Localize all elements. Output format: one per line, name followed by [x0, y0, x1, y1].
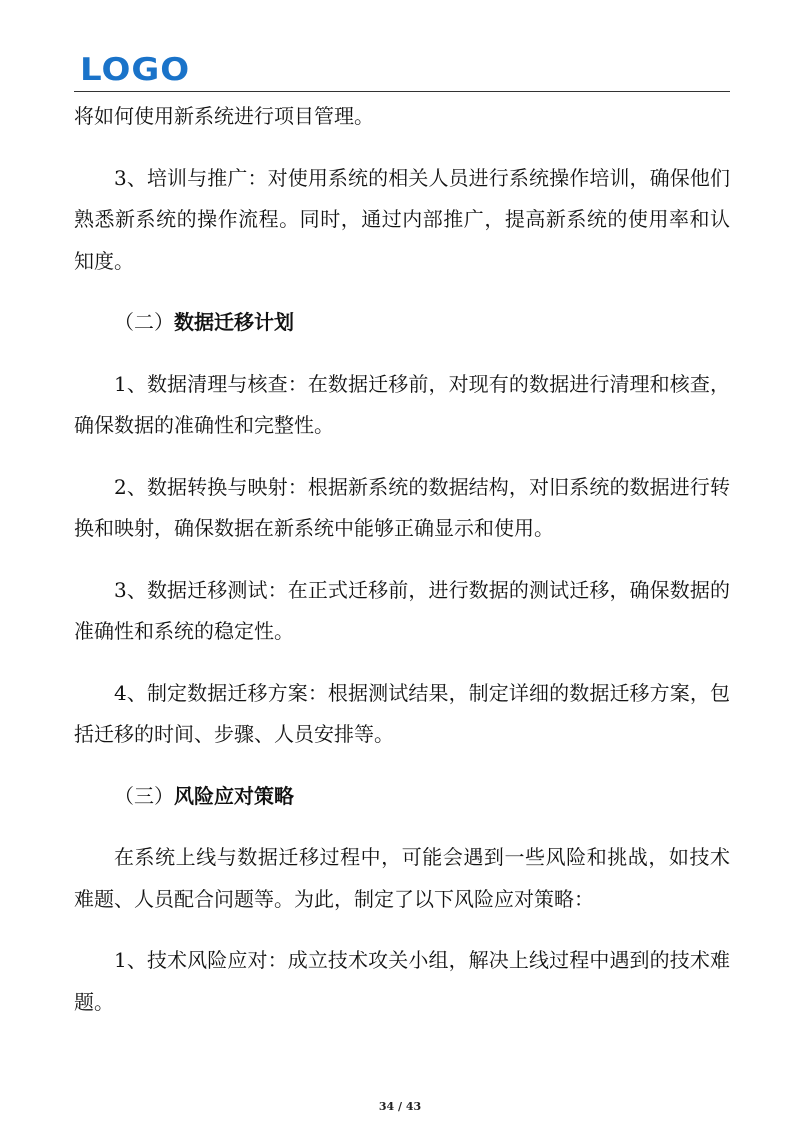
paragraph-technical-risk: 1、技术风险应对：成立技术攻关小组，解决上线过程中遇到的技术难题。	[74, 948, 730, 1014]
section-heading-risk	[74, 776, 730, 818]
paragraph-training: 3、培训与推广：对使用系统的相关人员进行系统操作培训，确保他们熟悉新系统的操作流程。同时，通过内部推广，提高新系统的使用率和认知度。	[74, 165, 730, 273]
page-number: 34 / 43	[378, 1100, 422, 1113]
paragraph-data-cleaning: 1、数据清理与核查：在数据迁移前，对现有的数据进行清理和核查，确保数据的准确性和完整性。	[74, 371, 730, 437]
section-heading-data-migration	[74, 302, 730, 344]
section-number: （二）	[114, 310, 174, 334]
section-title: 数据迁移计划	[174, 310, 294, 334]
page-header	[74, 51, 730, 92]
paragraph-migration-plan: 4、制定数据迁移方案：根据测试结果，制定详细的数据迁移方案，包括迁移的时间、步骤、人员安排等。	[74, 680, 730, 746]
section-number: （三）	[114, 783, 174, 808]
section-title: 风险应对策略	[174, 783, 294, 808]
header-divider	[74, 91, 730, 92]
logo: LOGO	[80, 51, 191, 89]
paragraph-data-conversion: 2、数据转换与映射：根据新系统的数据结构，对旧系统的数据进行转换和映射，确保数据在新系统中能够正确显示和使用。	[74, 474, 730, 540]
paragraph-migration-test: 3、数据迁移测试：在正式迁移前，进行数据的测试迁移，确保数据的准确性和系统的稳定性。	[74, 577, 730, 643]
document-body	[74, 96, 730, 1043]
paragraph-continuation: 将如何使用新系统进行项目管理。	[74, 104, 374, 128]
paragraph-risk-intro: 在系统上线与数据迁移过程中，可能会遇到一些风险和挑战，如技术难题、人员配合问题等。为此，制定了以下风险应对策略：	[74, 845, 730, 911]
